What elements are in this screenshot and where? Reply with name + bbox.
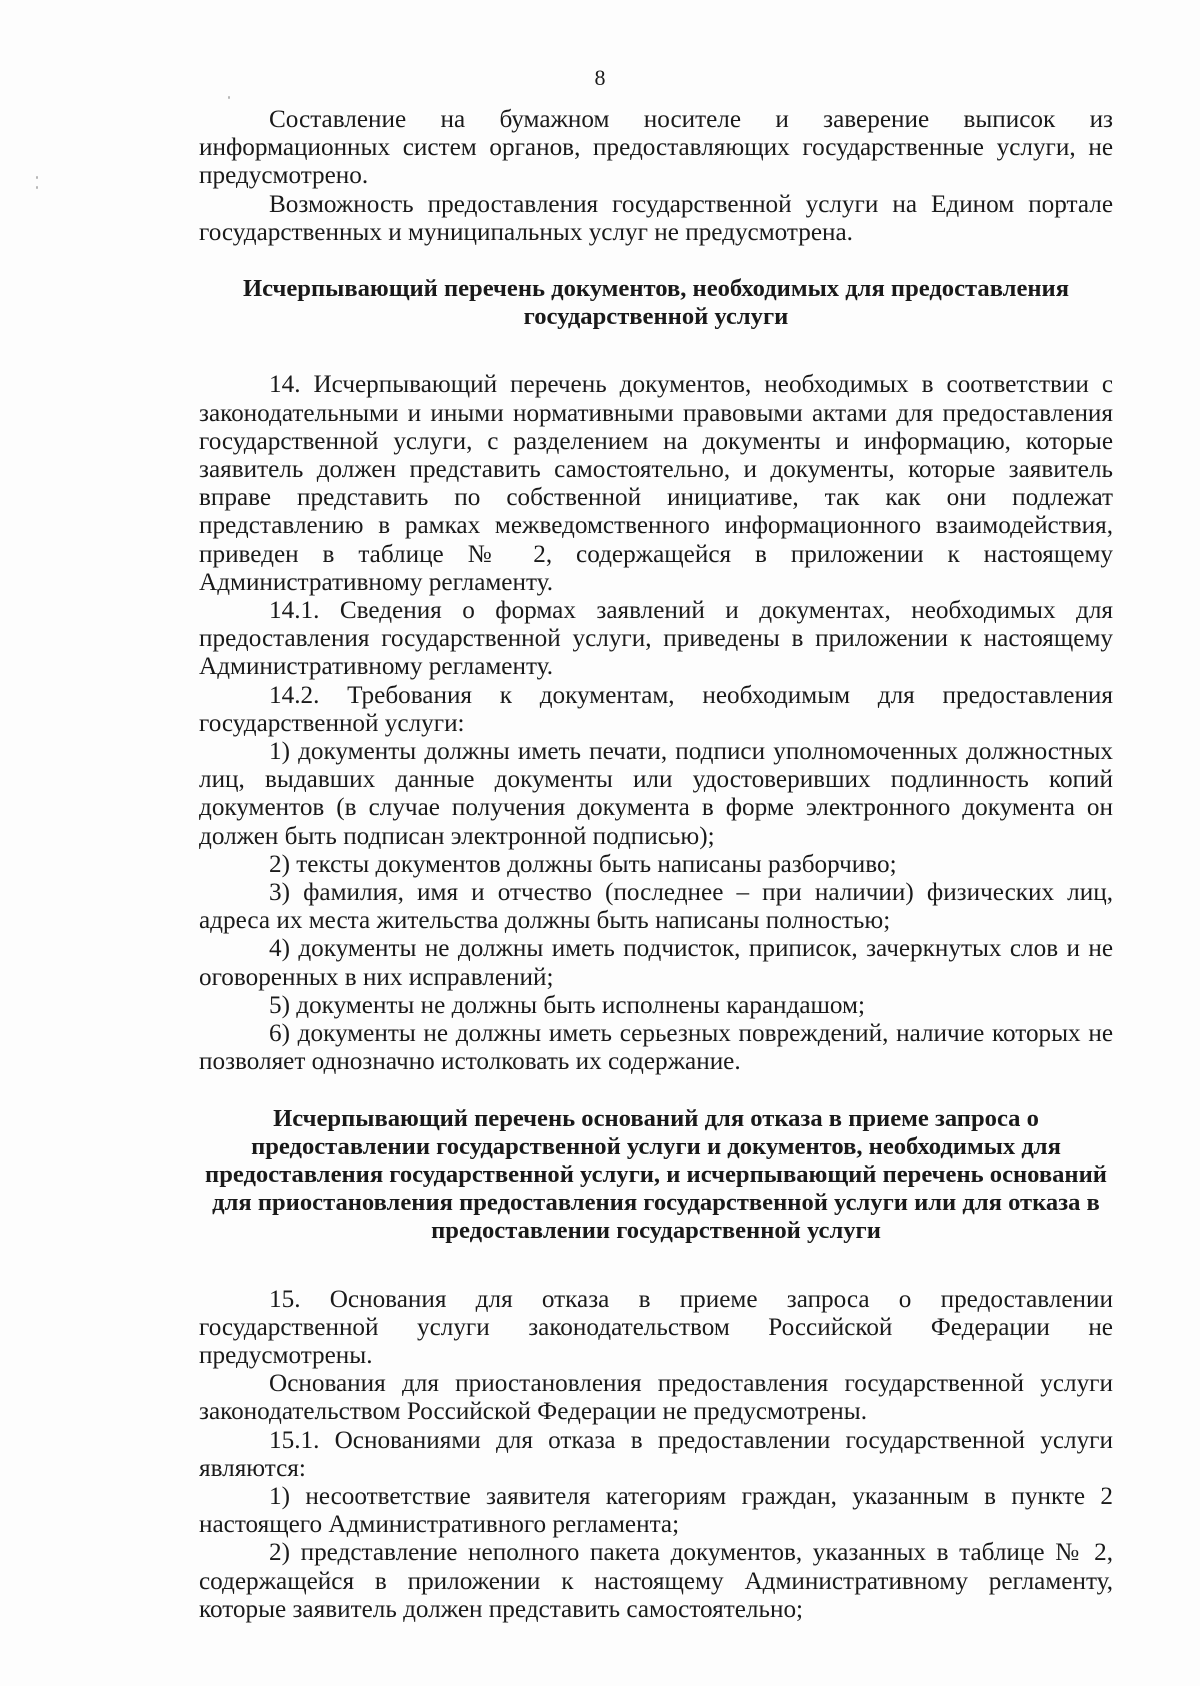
- paragraph: Возможность предоставления государственной услуги на Едином портале государственных и муниципальных услуг не предусмотрена.: [199, 190, 1113, 246]
- list-item: 2) тексты документов должны быть написаны разборчиво;: [269, 850, 897, 878]
- list-item: 6) документы не должны иметь серьезных повреждений, наличие которых не позволяет однозначно истолковать их содержание.: [199, 1020, 1113, 1076]
- scan-artifact: [36, 176, 38, 179]
- paragraph-item-14-1: 14.1. Сведения о формах заявлений и документах, необходимых для предоставления государственной услуги, приведены в приложении к настоящему Административному регламенту.: [199, 597, 1113, 681]
- list-item: 1) документы должны иметь печати, подписи уполномоченных должностных лиц, выдавших данные документы или удостоверивших подлинность копий документов (в случае получения документа в форме электронного документа он должен быть подписан электронной подписью);: [199, 738, 1113, 850]
- section-heading: Исчерпывающий перечень документов, необходимых для предоставления государственной услуги: [242, 275, 1070, 331]
- list-item: 4) документы не должны иметь подчисток, приписок, зачеркнутых слов и не оговоренных в них исправлений;: [199, 935, 1113, 991]
- page-number: 8: [594, 65, 606, 90]
- paragraph: Основания для приостановления предоставления государственной услуги законодательством Российской Федерации не предусмотрены.: [199, 1370, 1113, 1426]
- section-heading: Исчерпывающий перечень оснований для отказа в приеме запроса о предоставлении государственной услуги и документов, необходимых для предоставления государственной услуги, и исчерпывающий перечень оснований для приостановления предоставления государственной услуги или для отказа в предоставлении государственной услуги: [205, 1104, 1107, 1245]
- scan-artifact: [228, 96, 230, 99]
- paragraph-item-15: 15. Основания для отказа в приеме запроса о предоставлении государственной услуги законодательством Российской Федерации не предусмотрены.: [199, 1285, 1113, 1369]
- paragraph: Составление на бумажном носителе и заверение выписок из информационных систем органов, предоставляющих государственные услуги, не предусмотрено.: [199, 106, 1113, 190]
- list-item: 2) представление неполного пакета документов, указанных в таблице № 2, содержащейся в приложении к настоящему Административному регламенту, которые заявитель должен представить самостоятельно;: [199, 1539, 1113, 1623]
- document-body: [199, 106, 1113, 1624]
- list-item: 3) фамилия, имя и отчество (последнее – при наличии) физических лиц, адреса их места жительства должны быть написаны полностью;: [199, 879, 1113, 935]
- paragraph-item-14-2: 14.2. Требования к документам, необходимым для предоставления государственной услуги:: [199, 681, 1113, 737]
- paragraph-item-15-1: 15.1. Основаниями для отказа в предоставлении государственной услуги являются:: [199, 1426, 1113, 1482]
- list-item: 1) несоответствие заявителя категориям граждан, указанным в пункте 2 настоящего Административного регламента;: [199, 1482, 1113, 1539]
- list-item: 5) документы не должны быть исполнены карандашом;: [269, 991, 865, 1019]
- scan-artifact: [36, 186, 38, 189]
- paragraph-item-14: 14. Исчерпывающий перечень документов, необходимых в соответствии с законодательными и иными нормативными правовыми актами для предоставления государственной услуги, с разделением на документы и информацию, которые заявитель должен представить самостоятельно, и документы, которые заявитель вправе представить по собственной инициативе, так как они подлежат представлению в рамках межведомственного информационного взаимодействия, приведен в таблице № 2, содержащейся в приложении к настоящему Административному регламенту.: [199, 371, 1113, 596]
